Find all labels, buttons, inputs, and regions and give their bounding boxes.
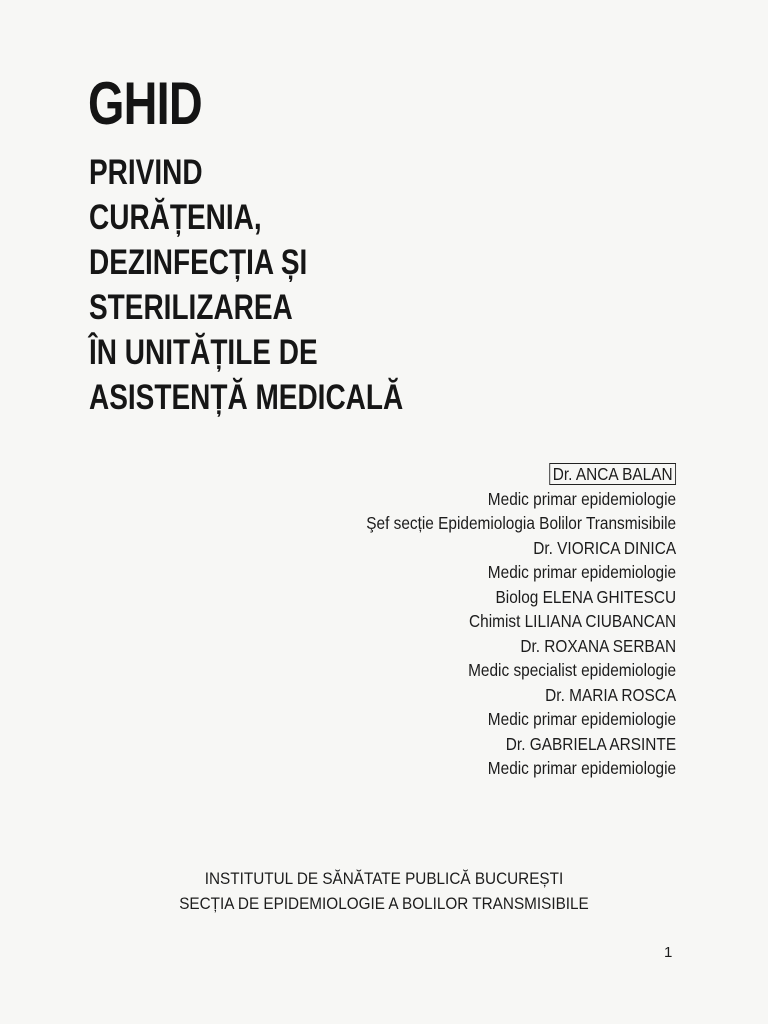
author-line — [366, 462, 676, 487]
author-line: Dr. VIORICA DINICA — [533, 537, 676, 558]
author-line: Medic primar epidemiologie — [487, 709, 676, 729]
subtitle-line: STERILIZAREA — [89, 288, 293, 327]
subtitle-line: PRIVIND — [89, 153, 203, 192]
subtitle-line: CURĂȚENIA, — [89, 198, 262, 237]
subtitle-line: ASISTENȚĂ MEDICALĂ — [89, 378, 404, 417]
author-line: Dr. GABRIELA ARSINTE — [505, 733, 676, 754]
author-line: Şef secție Epidemiologia Bolilor Transmisibile — [366, 513, 676, 533]
author-line: Biolog ELENA GHITESCU — [495, 586, 676, 607]
document-title: GHID — [88, 70, 202, 137]
page-number: 1 — [664, 944, 673, 961]
subtitle-line: DEZINFECȚIA ȘI — [89, 243, 308, 282]
author-line: Dr. MARIA ROSCA — [545, 684, 676, 705]
subtitle-line: ÎN UNITĂȚILE DE — [89, 333, 318, 372]
institute-block — [0, 866, 768, 916]
author-name-boxed: Dr. ANCA BALAN — [549, 463, 676, 485]
author-line: Medic specialist epidemiologie — [467, 660, 676, 680]
author-list — [324, 462, 676, 781]
institute-line: INSTITUTUL DE SĂNĂTATE PUBLICĂ BUCUREȘTI — [204, 869, 564, 888]
author-line: Medic primar epidemiologie — [487, 758, 676, 778]
institute-line: SECȚIA DE EPIDEMIOLOGIE A BOLILOR TRANSMISIBILE — [179, 894, 589, 913]
author-line: Chimist LILIANA CIUBANCAN — [468, 611, 676, 631]
author-line: Medic primar epidemiologie — [487, 488, 676, 509]
author-line: Medic primar epidemiologie — [487, 562, 676, 582]
document-subtitle — [89, 150, 403, 420]
author-line: Dr. ROXANA SERBAN — [520, 635, 676, 656]
